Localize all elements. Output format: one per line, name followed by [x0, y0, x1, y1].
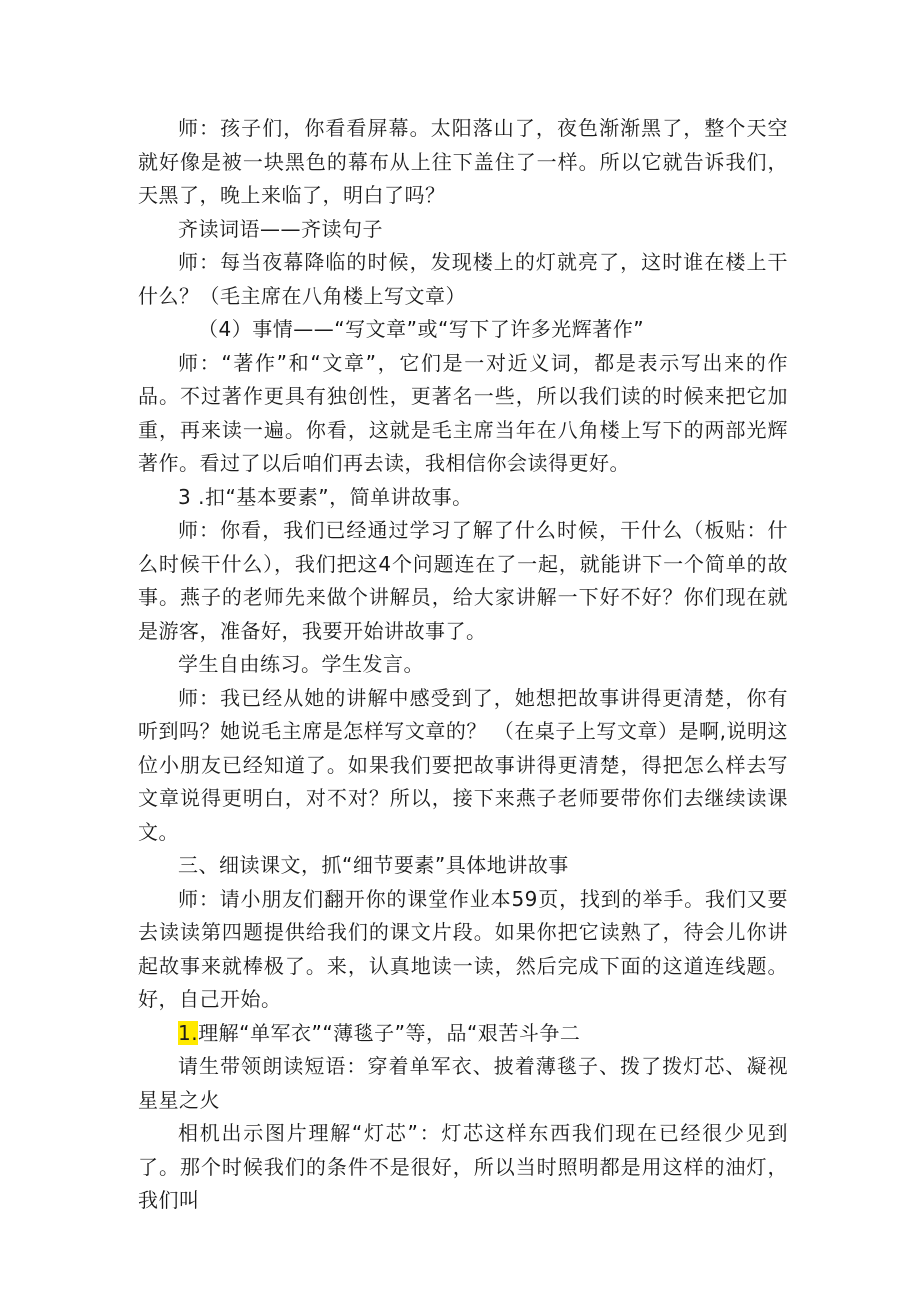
document-page	[138, 112, 788, 1218]
paragraph-section-three-heading: 三、细读课文，抓“细节要素”具体地讲故事	[178, 853, 569, 877]
paragraph-read-aloud: 齐读词语——齐读句子	[178, 216, 383, 241]
paragraph-lamp-wick: 相机出示图片理解“灯芯”：灯芯这样东西我们现在已经很少见到了。那个时候我们的条件不是很好，所以当时照明都是用这样的油灯，我们叫	[138, 1121, 788, 1212]
paragraph-teacher-night: 师：每当夜幕降临的时候，发现楼上的灯就亮了，这时谁在楼上干什么？（毛主席在八角楼上写文章）	[138, 250, 788, 308]
paragraph-item-4: （4）事情——“写文章”或“写下了许多光辉著作”	[198, 317, 645, 341]
list-item-1	[138, 1017, 788, 1051]
list-marker-highlight: 1.	[178, 1020, 199, 1045]
paragraph-student-practice: 学生自由练习。学生发言。	[178, 652, 424, 676]
paragraph-section-3: 3 .扣“基本要素”，简单讲故事。	[178, 484, 473, 509]
paragraph-teacher-workbook: 师：请小朋友们翻开你的课堂作业本59页，找到的举手。我们又要去读读第四题提供给我们的课文片段。如果你把它读熟了，待会儿你讲起故事来就棒极了。来，认真地读一读，然后完成下面的这道连线题。好，自己开始。	[138, 886, 788, 1011]
list-item-1-text: 理解“单军衣”“薄毯子”等，品“艰苦斗争二	[198, 1020, 581, 1045]
paragraph-teacher-story: 师：你看，我们已经通过学习了解了什么时候，干什么（板贴：什么时候干什么），我们把这4个问题连在了一起，就能讲下一个简单的故事。燕子的老师先来做个讲解员，给大家讲解一下好不好？你们现在就是游客，准备好，我要开始讲故事了。	[138, 518, 788, 643]
paragraph-teacher-screen: 师：孩子们，你看看屏幕。太阳落山了，夜色渐渐黑了，整个天空就好像是被一块黑色的幕布从上往下盖住了一样。所以它就告诉我们，天黑了，晚上来临了，明白了吗？	[138, 116, 788, 207]
paragraph-student-reading: 请生带领朗读短语：穿着单军衣、披着薄毯子、拨了拨灯芯、凝视星星之火	[138, 1054, 788, 1112]
paragraph-teacher-explain: 师：我已经从她的讲解中感受到了，她想把故事讲得更清楚，你有听到吗？她说毛主席是怎样写文章的？ （在桌子上写文章）是啊,说明这位小朋友已经知道了。如果我们要把故事讲得更清楚，得把怎么样去写文章说得更明白，对不对？所以，接下来燕子老师要带你们去继续读课文。	[138, 685, 788, 844]
paragraph-teacher-works: 师：“著作”和“文章”，它们是一对近义词，都是表示写出来的作品。不过著作更具有独创性，更著名一些，所以我们读的时候来把它加重，再来读一遍。你看，这就是毛主席当年在八角楼上写下的两部光辉著作。看过了以后咱们再去读，我相信你会读得更好。	[138, 350, 788, 475]
